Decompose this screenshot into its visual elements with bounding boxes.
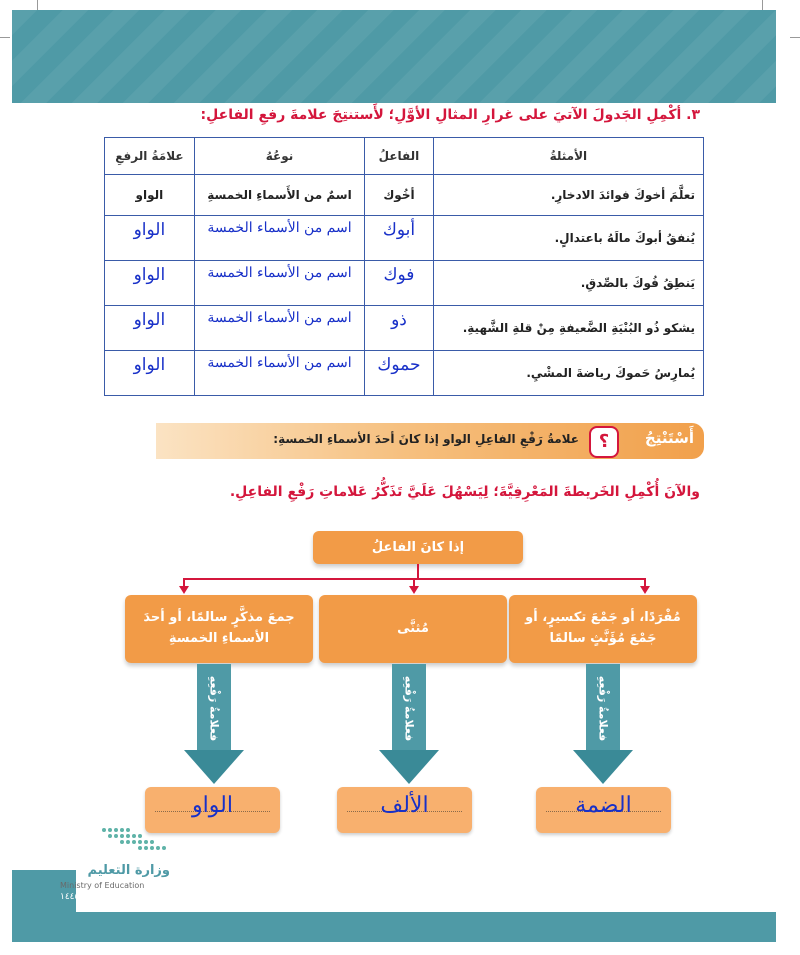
- map-condition-node: مُفْرَدًا، أو جَمْعَ تكسيرٍ، أو جَمْعَ مُؤَنَّثٍ سالمًا: [509, 595, 697, 663]
- question-mark-icon: ؟: [589, 426, 619, 458]
- exercise-table: [104, 137, 704, 396]
- map-condition-node: جمعَ مذكَّرٍ سالمًا، أو أحدَ الأسماءِ الخمسةِ: [125, 595, 313, 663]
- sign-answer[interactable]: الواو: [105, 261, 195, 306]
- example-cell: يُمارِسُ حَموكَ رياضةَ المشْيِ.: [433, 351, 703, 396]
- sign-answer[interactable]: الواو: [105, 306, 195, 351]
- map-instruction: والآنَ أُكْمِلِ الخَريطةَ المَعْرِفِيَّةَ؛ لِيَسْهُلَ عَلَيَّ تَذَكُّرُ عَلاماتِ رَفْعِ الفاعِلِ.: [229, 484, 700, 500]
- answer-handwriting: الضمة: [575, 793, 632, 818]
- type-answer[interactable]: اسم من الأسماء الخمسة: [194, 306, 364, 351]
- exercise-instruction: ٣. أكْمِلِ الجَدولَ الآتيَ على غرارِ المثالِ الأوَّلِ؛ لأَستنتِجَ علامةَ رفعِ الفاعلِ:: [200, 107, 700, 123]
- connector-line: [417, 564, 419, 578]
- arrow-head: [379, 750, 439, 784]
- connector-line: [183, 578, 185, 586]
- type-cell: اسمٌ من الأَسماءِ الخمسةِ: [194, 175, 364, 216]
- arrow-head: [573, 750, 633, 784]
- crop-mark: [762, 0, 763, 10]
- fael-answer[interactable]: ذو: [365, 306, 434, 351]
- arrow-label: فعلامةُ رَفْعِهِ: [596, 675, 610, 741]
- conclude-bar: [156, 423, 704, 459]
- conclude-text: علامةُ رَفْعِ الفاعِلِ الواو إذا كانَ أحدَ الأسماءِ الخمسةِ:: [273, 432, 579, 446]
- header-examples: الأمثلةُ: [433, 138, 703, 175]
- banner-pattern: [12, 10, 776, 103]
- connector-line: [644, 578, 646, 586]
- arrow-label: فعلامةُ رَفْعِهِ: [207, 675, 221, 741]
- arrow-head-icon: [409, 586, 419, 594]
- connector-line: [413, 578, 415, 586]
- example-cell: يُنفقُ أبوكَ مالَهُ باعتدالٍ.: [433, 216, 703, 261]
- header-sign: علامَةُ الرفعِ: [105, 138, 195, 175]
- arrow-label: فعلامةُ رَفْعِهِ: [402, 675, 416, 741]
- answer-handwriting: الواو: [192, 793, 233, 818]
- example-cell: تعلَّمَ أخوكَ فوائدَ الادخارِ.: [433, 175, 703, 216]
- answer-box[interactable]: [536, 787, 671, 833]
- conclude-label: أَسْتَنْتِجُ: [644, 429, 694, 447]
- fael-answer[interactable]: أبوك: [365, 216, 434, 261]
- table-row: [105, 306, 704, 351]
- answer-handwriting: الألف: [380, 793, 429, 818]
- type-answer[interactable]: اسم من الأسماء الخمسة: [194, 216, 364, 261]
- example-cell: يَنطِقُ فُوكَ بالصِّدقِ.: [433, 261, 703, 306]
- arrow-head-icon: [179, 586, 189, 594]
- table-row: [105, 175, 704, 216]
- map-condition-node: مُثنَّى: [319, 595, 507, 663]
- table-row: [105, 216, 704, 261]
- sign-cell: الواو: [105, 175, 195, 216]
- top-banner: [12, 10, 776, 103]
- page-number: ٢٠٢٩ - ١٤٤٥: [60, 892, 108, 902]
- table-header-row: [105, 138, 704, 175]
- map-root-node: إذا كانَ الفاعلُ: [313, 531, 523, 564]
- header-fael: الفاعلُ: [365, 138, 434, 175]
- fael-answer[interactable]: حموك: [365, 351, 434, 396]
- crop-mark: [37, 0, 38, 10]
- sign-answer[interactable]: الواو: [105, 351, 195, 396]
- arrow-head-icon: [640, 586, 650, 594]
- type-answer[interactable]: اسم من الأسماء الخمسة: [194, 351, 364, 396]
- down-arrow-icon: [573, 664, 633, 784]
- crop-mark: [0, 37, 10, 38]
- logo-english-text: Ministry of Education: [60, 881, 145, 890]
- sign-answer[interactable]: الواو: [105, 216, 195, 261]
- example-cell: يشكو ذُو البُنْيَةِ الضَّعيفةِ مِنْ قلةِ الشَّهيةِ.: [433, 306, 703, 351]
- answer-box[interactable]: [337, 787, 472, 833]
- down-arrow-icon: [184, 664, 244, 784]
- arrow-head: [184, 750, 244, 784]
- ministry-logo: [60, 826, 170, 906]
- crop-mark: [790, 37, 800, 38]
- down-arrow-icon: [379, 664, 439, 784]
- table-row: [105, 261, 704, 306]
- fael-cell: أخُوك: [365, 175, 434, 216]
- bottom-banner: [76, 912, 776, 942]
- logo-arabic-text: وزارة التعليم: [87, 863, 170, 878]
- header-type: نوعُهُ: [194, 138, 364, 175]
- type-answer[interactable]: اسم من الأسماء الخمسة: [194, 261, 364, 306]
- logo-dots-icon: [100, 826, 170, 852]
- table-row: [105, 351, 704, 396]
- fael-answer[interactable]: فوك: [365, 261, 434, 306]
